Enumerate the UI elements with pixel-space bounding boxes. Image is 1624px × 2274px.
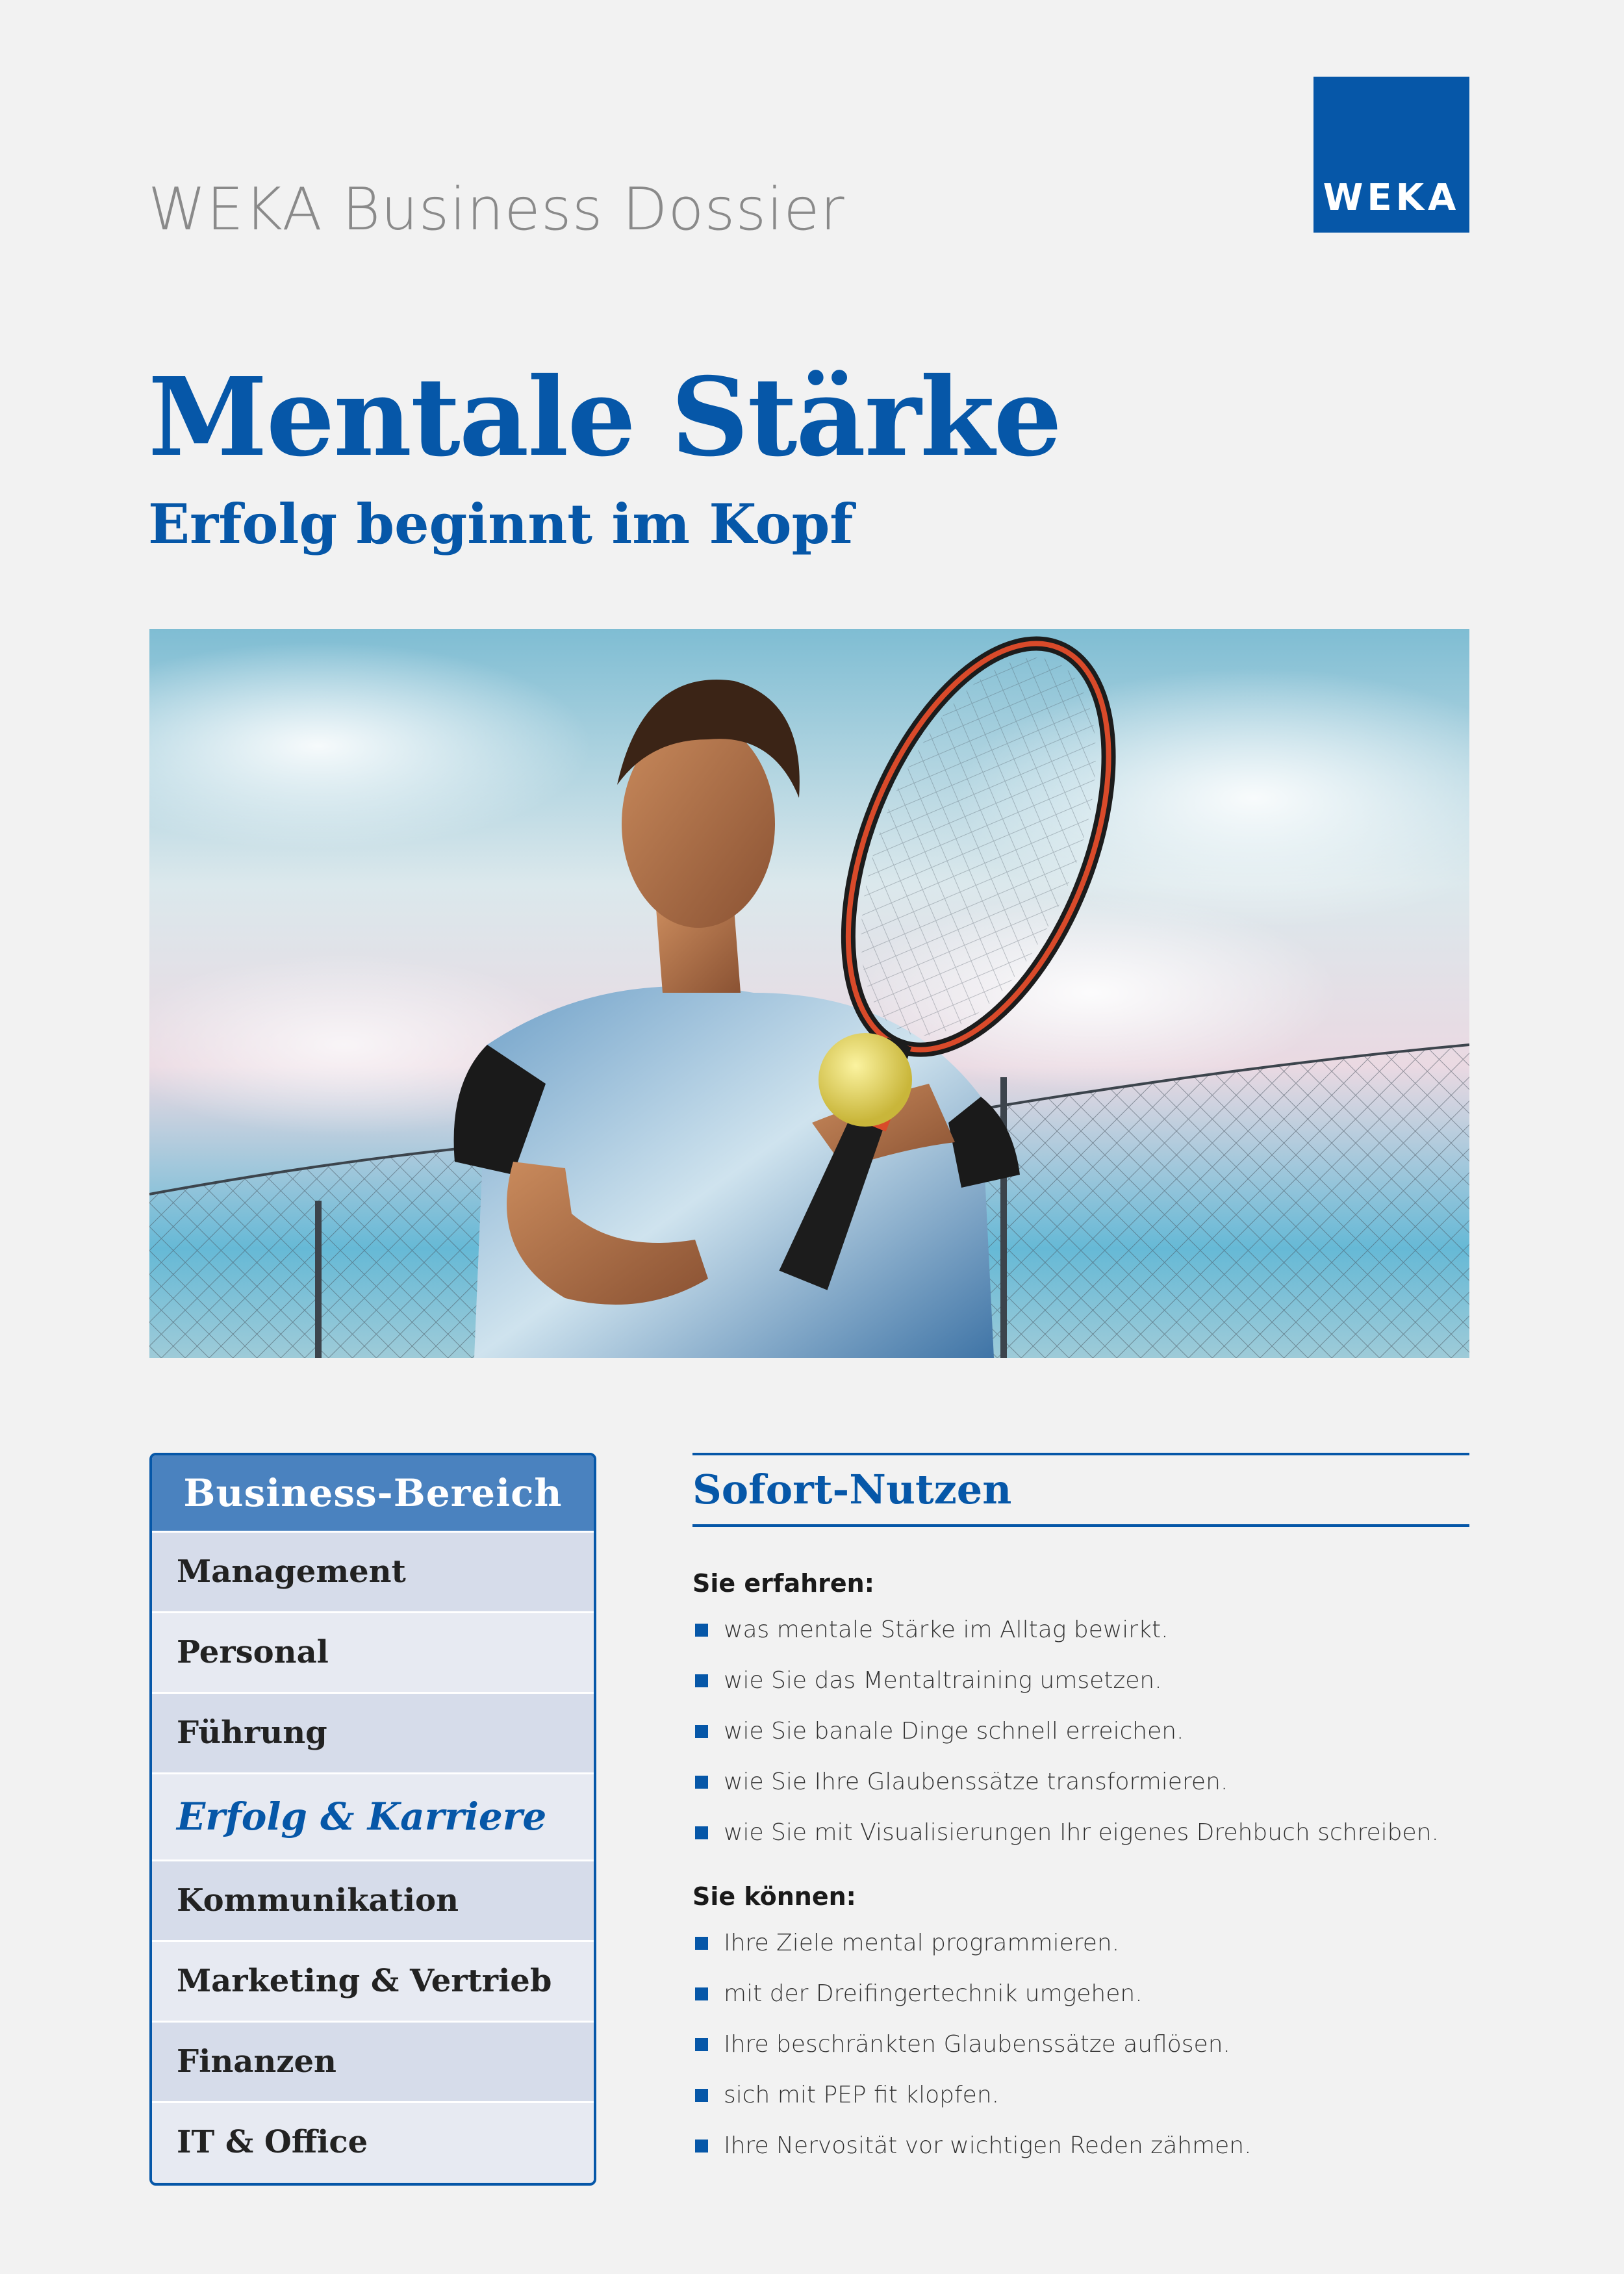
panel-header: Business-Bereich	[152, 1455, 594, 1531]
list-item	[692, 1808, 1469, 1858]
panel-item-management[interactable]: Management	[152, 1531, 594, 1611]
square-bullet-icon	[695, 1674, 708, 1687]
logo-text: WEKA	[1323, 177, 1460, 219]
list-item-text: Ihre Nervosität vor wichtigen Reden zähmen.	[724, 2132, 1252, 2159]
sofort-nutzen-section	[692, 1453, 1469, 2171]
square-bullet-icon	[695, 1987, 708, 2000]
dossier-label: WEKA Business Dossier	[148, 175, 845, 244]
list-item-text: wie Sie banale Dinge schnell erreichen.	[724, 1718, 1184, 1744]
page-title: Mentale Stärke	[148, 354, 1061, 481]
list-item-text: mit der Dreifingertechnik umgehen.	[724, 1980, 1143, 2007]
square-bullet-icon	[695, 1937, 708, 1950]
panel-item-marketing-vertrieb[interactable]: Marketing & Vertrieb	[152, 1940, 594, 2021]
weka-logo[interactable]	[1313, 77, 1469, 233]
section-title: Sofort-Nutzen	[692, 1466, 1012, 1513]
list-item-text: wie Sie das Mentaltraining umsetzen.	[724, 1667, 1162, 1694]
bullet-list-koennen	[692, 1918, 1469, 2171]
panel-item-personal[interactable]: Personal	[152, 1611, 594, 1692]
panel-item-kommunikation[interactable]: Kommunikation	[152, 1859, 594, 1940]
list-item	[692, 1969, 1469, 2019]
square-bullet-icon	[695, 1776, 708, 1789]
square-bullet-icon	[695, 1826, 708, 1839]
group-heading-erfahren: Sie erfahren:	[692, 1569, 874, 1598]
list-item-text: wie Sie Ihre Glaubenssätze transformieren.	[724, 1769, 1228, 1795]
square-bullet-icon	[695, 1624, 708, 1637]
business-area-panel	[149, 1453, 596, 2186]
list-item	[692, 2121, 1469, 2171]
square-bullet-icon	[695, 1725, 708, 1738]
list-item	[692, 1655, 1469, 1706]
list-item-text: Ihre beschränkten Glaubenssätze auflösen.	[724, 2031, 1230, 2058]
list-item	[692, 1918, 1469, 1969]
list-item	[692, 2019, 1469, 2070]
panel-item-erfolg-karriere[interactable]: Erfolg & Karriere	[152, 1772, 594, 1859]
divider	[692, 1524, 1469, 1527]
list-item-text: sich mit PEP fit klopfen.	[724, 2082, 1000, 2108]
square-bullet-icon	[695, 2038, 708, 2051]
list-item	[692, 1757, 1469, 1808]
panel-item-finanzen[interactable]: Finanzen	[152, 2021, 594, 2101]
panel-item-it-office[interactable]: IT & Office	[152, 2101, 594, 2182]
group-heading-koennen: Sie können:	[692, 1882, 856, 1911]
tennis-player-photo	[149, 629, 1469, 1358]
panel-item-fuehrung[interactable]: Führung	[152, 1692, 594, 1772]
list-item-text: wie Sie mit Visualisierungen Ihr eigenes Drehbuch schreiben.	[724, 1819, 1439, 1846]
list-item-text: Ihre Ziele mental programmieren.	[724, 1930, 1120, 1956]
square-bullet-icon	[695, 2089, 708, 2102]
page-subtitle: Erfolg beginnt im Kopf	[148, 492, 854, 556]
square-bullet-icon	[695, 2140, 708, 2153]
list-item	[692, 2070, 1469, 2121]
bullet-list-erfahren	[692, 1605, 1469, 1858]
list-item-text: was mentale Stärke im Alltag bewirkt.	[724, 1616, 1169, 1643]
list-item	[692, 1605, 1469, 1655]
list-item	[692, 1706, 1469, 1757]
